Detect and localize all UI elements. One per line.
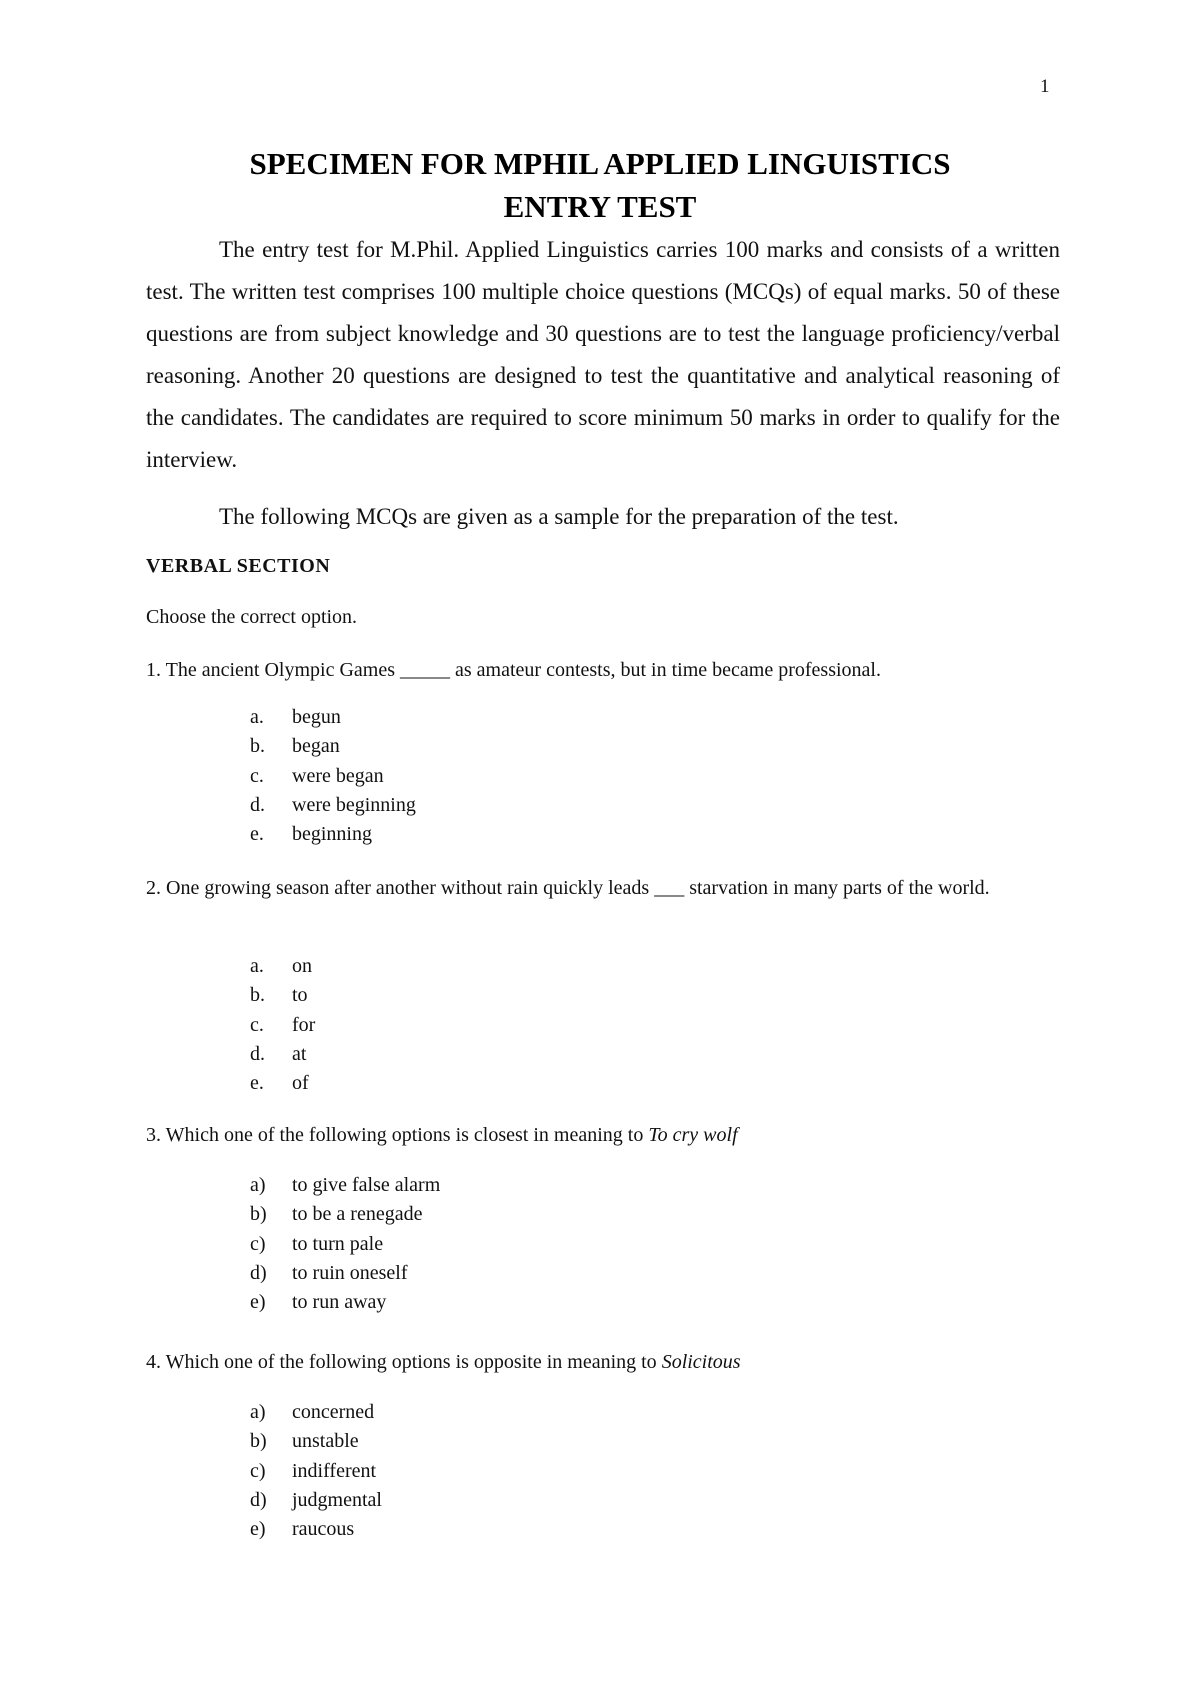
intro-paragraph: The entry test for M.Phil. Applied Linguistics carries 100 marks and consists of a written test. The written test comprises 100 multiple choice questions (MCQs) of equal marks. 50 of these questions are from subject knowledge and 30 questions are to test the language proficiency/verbal reasoning. Another 20 questions are designed to test the quantitative and analytical reasoning of the candidates. The candidates are required to score minimum 50 marks in order to qualify for the interview. — [146, 237, 1060, 472]
option[interactable] — [0, 1011, 1200, 1040]
option-marker: c. — [250, 1013, 264, 1036]
option[interactable] — [0, 1398, 1200, 1427]
option[interactable] — [0, 952, 1200, 981]
option-text: of — [292, 1072, 309, 1095]
option[interactable] — [0, 820, 1200, 849]
option-text: judgmental — [292, 1488, 382, 1511]
option-text: begun — [292, 706, 341, 728]
option-text: to turn pale — [292, 1232, 384, 1255]
option-text: unstable — [292, 1430, 359, 1453]
question-2-options — [0, 952, 1200, 1098]
option-text: concerned — [292, 1401, 375, 1423]
option-marker: c) — [250, 1232, 266, 1255]
option-text: to — [292, 984, 308, 1007]
option-marker: b. — [250, 984, 265, 1007]
option[interactable] — [0, 981, 1200, 1010]
option[interactable] — [0, 732, 1200, 761]
option[interactable] — [0, 1259, 1200, 1288]
option-marker: c. — [250, 764, 264, 787]
question-3-text: 3. Which one of the following options is closest in meaning to — [146, 1124, 649, 1146]
option-text: at — [292, 1042, 307, 1065]
option[interactable] — [0, 1486, 1200, 1515]
sample-note: The following MCQs are given as a sample for the preparation of the test. — [219, 504, 899, 529]
instruction-text: Choose the correct option. — [146, 606, 358, 628]
option[interactable] — [0, 1200, 1200, 1229]
option-marker: b) — [250, 1430, 267, 1453]
option[interactable] — [0, 1515, 1200, 1544]
option-marker: b. — [250, 735, 265, 758]
question-3-options — [0, 1171, 1200, 1317]
option-marker: e. — [250, 823, 264, 846]
option-marker: d. — [250, 1042, 265, 1065]
option-marker: e. — [250, 1072, 264, 1095]
option[interactable] — [0, 1069, 1200, 1098]
page-number: 1 — [1040, 76, 1050, 97]
question-3 — [146, 1121, 1046, 1150]
option-marker: e) — [250, 1291, 266, 1314]
option-text: for — [292, 1013, 316, 1036]
option[interactable] — [0, 1427, 1200, 1456]
option-marker: d) — [250, 1261, 267, 1284]
option-text: to be a renegade — [292, 1203, 423, 1226]
option-text: to run away — [292, 1291, 387, 1314]
question-4 — [146, 1348, 1046, 1377]
option[interactable] — [0, 1230, 1200, 1259]
option-marker: c) — [250, 1459, 266, 1482]
option-marker: b) — [250, 1203, 267, 1226]
question-4-options — [0, 1398, 1200, 1544]
option-text: on — [292, 955, 312, 977]
document-subtitle: ENTRY TEST — [503, 189, 697, 224]
option[interactable] — [0, 1288, 1200, 1317]
question-1: 1. The ancient Olympic Games _____ as amateur contests, but in time became professional. — [146, 659, 881, 681]
question-4-text: 4. Which one of the following options is opposite in meaning to — [146, 1351, 662, 1373]
option[interactable] — [0, 703, 1200, 732]
option-text: beginning — [292, 823, 372, 846]
option[interactable] — [0, 762, 1200, 791]
option-text: indifferent — [292, 1459, 377, 1482]
option-text: began — [292, 735, 340, 758]
option[interactable] — [0, 1040, 1200, 1069]
question-2: 2. One growing season after another without rain quickly leads ___ starvation in many parts of the world. — [146, 877, 990, 899]
option-text: to give false alarm — [292, 1174, 441, 1196]
option[interactable] — [0, 791, 1200, 820]
option-text: were began — [292, 764, 384, 787]
option-marker: d. — [250, 793, 265, 816]
option-text: were beginning — [292, 793, 416, 816]
option-marker: a) — [250, 1174, 266, 1196]
option-marker: e) — [250, 1518, 266, 1541]
section-heading: VERBAL SECTION — [146, 555, 331, 577]
question-3-phrase: To cry wolf — [648, 1124, 738, 1146]
option-marker: a. — [250, 955, 264, 977]
document-title: SPECIMEN FOR MPHIL APPLIED LINGUISTICS — [249, 146, 951, 181]
option-text: to ruin oneself — [292, 1261, 408, 1284]
option-text: raucous — [292, 1518, 355, 1541]
option-marker: a. — [250, 706, 264, 728]
option-marker: d) — [250, 1488, 267, 1511]
option-marker: a) — [250, 1401, 266, 1423]
option[interactable] — [0, 1457, 1200, 1486]
question-4-word: Solicitous — [661, 1351, 741, 1373]
question-1-options — [0, 703, 1200, 849]
option[interactable] — [0, 1171, 1200, 1200]
